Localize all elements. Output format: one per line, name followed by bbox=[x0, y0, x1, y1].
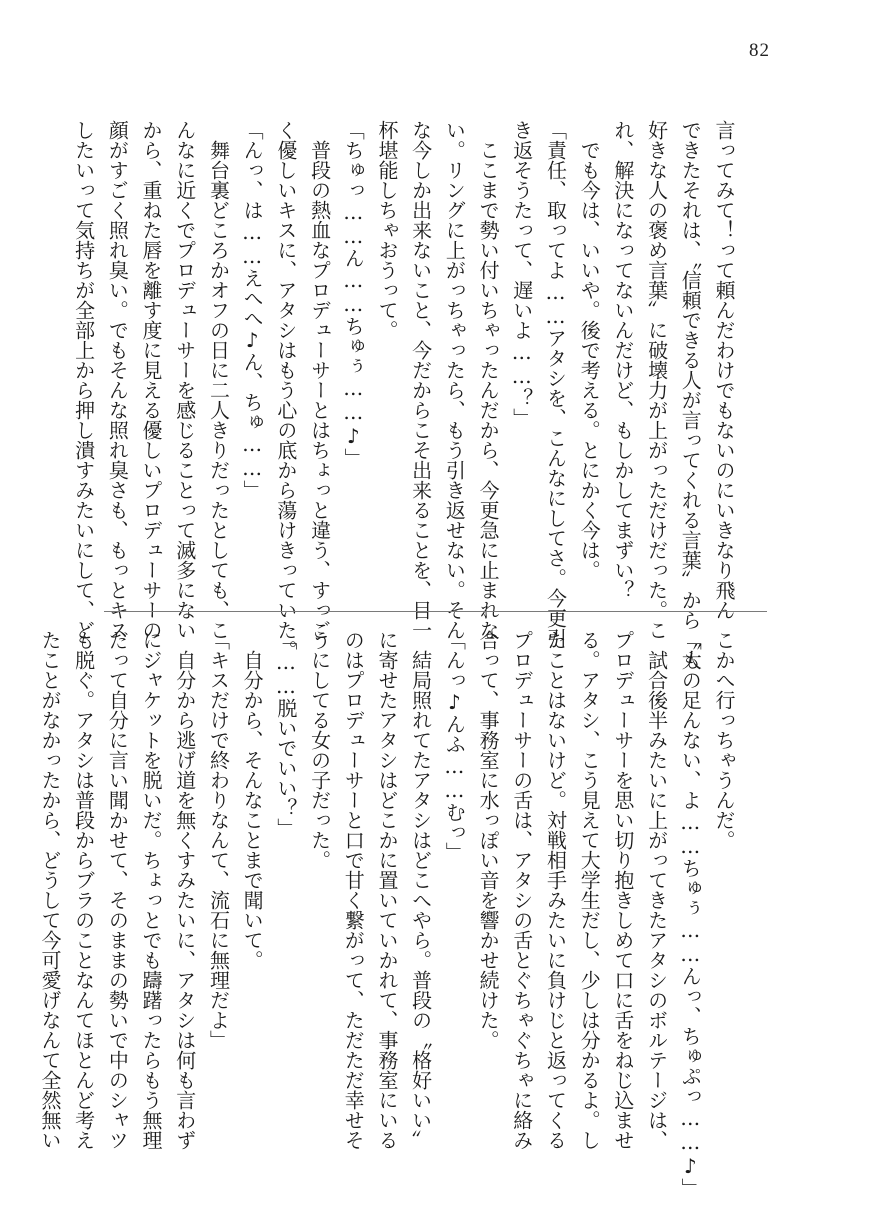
text-line: 「んっ、は……えへへ♪ん、ちゅ……」 bbox=[240, 120, 265, 500]
text-line: 好きな人の褒め言葉〟に破壊力が上がっただけだった。こ bbox=[644, 120, 669, 640]
text-line: だって自分に言い聞かせて、そのままの勢いで中のシャツ bbox=[105, 630, 130, 1150]
text-line: に寄せたアタシはどこかに置いていかれて、事務室にいる bbox=[374, 630, 399, 1150]
text-line: プロデューサーを思い切り抱きしめて口に舌をねじ込ませ bbox=[610, 630, 635, 1150]
text-line: れ、解決になってないんだけど、もしかしてまずい？ bbox=[610, 120, 635, 600]
text-line: く優しいキスに、アタシはもう心の底から蕩けきっていた。 bbox=[273, 120, 298, 660]
text-line: 合って、事務室に水っぽい音を響かせ続けた。 bbox=[476, 630, 501, 1050]
text-line: プロデューサーの舌は、アタシの舌とぐちゃぐちゃに絡み bbox=[509, 630, 534, 1150]
text-line: たことがなかったから、どうして今可愛げなんて全然無い bbox=[37, 630, 62, 1150]
text-line: したいって気持ちが全部上から押し潰すみたいにして、ど bbox=[71, 120, 96, 640]
text-line: 舞台裏どころかオフの日に二人きりだったとしても、こ bbox=[206, 120, 231, 640]
text-line: な今しか出来ないこと、今だからこそ出来ることを、目一 bbox=[408, 120, 433, 640]
text-line: 自分から、そんなことまで聞いて。 bbox=[240, 630, 265, 970]
text-line: 「……脱いでいい？」 bbox=[273, 630, 298, 838]
text-line: ここまで勢い付いちゃったんだから、今更急に止まれな bbox=[476, 120, 501, 640]
text-line: 結局照れてたアタシはどこへやら。普段の〝格好いい〟 bbox=[408, 630, 433, 1150]
text-line: 試合後半みたいに上がってきたアタシのボルテージは、 bbox=[644, 630, 669, 1150]
text-line: 顔がすごく照れ臭い。でもそんな照れ臭さも、もっとキス bbox=[105, 120, 130, 640]
text-line: のはプロデューサーと口で甘く繋がって、ただただ幸せそ bbox=[341, 630, 366, 1150]
text-block-top bbox=[71, 120, 740, 670]
text-line: 「キスだけで終わりなんて、流石に無理だよ」 bbox=[206, 630, 231, 1050]
text-line: 「責任、取ってよ……アタシを、こんなにしてさ。今更引 bbox=[543, 120, 568, 648]
text-line: 杯堪能しちゃおうって。 bbox=[374, 120, 399, 340]
text-line: も脱ぐ。アタシは普段からブラのことなんてほとんど考え bbox=[71, 630, 96, 1150]
text-line: たことはないけど。対戦相手みたいに負けじと返ってくる bbox=[543, 630, 568, 1150]
text-line: い。リングに上がっちゃったら、もう引き返せない。そん bbox=[442, 120, 467, 640]
text-line: こかへ行っちゃうんだ。 bbox=[712, 630, 736, 850]
text-line: できたそれは、〝信頼できる人が言ってくれる言葉〟から〝大 bbox=[678, 120, 703, 670]
text-line: うにしてる女の子だった。 bbox=[307, 630, 332, 870]
text-line: でも今は、いいや。後で考える。とにかく今は。 bbox=[577, 120, 602, 580]
text-line: 「もの足んない、よ……ちゅぅ……んっ、ちゅぷっ……♪」 bbox=[678, 630, 703, 1198]
text-line: る。アタシ、こう見えて大学生だし、少しは分かるよ。し bbox=[577, 630, 602, 1150]
text-block-bottom bbox=[37, 630, 740, 1198]
section-divider bbox=[104, 611, 767, 612]
text-line: 自分から逃げ道を無くすみたいに、アタシは何も言わず bbox=[172, 630, 197, 1150]
text-line: にジャケットを脱いだ。ちょっとでも躊躇ったらもう無理 bbox=[139, 630, 164, 1150]
text-line: から、重ねた唇を離す度に見える優しいプロデューサーの bbox=[139, 120, 164, 640]
page-number: 82 bbox=[749, 40, 770, 61]
text-line: んなに近くでプロデューサーを感じることって滅多にない bbox=[172, 120, 197, 640]
text-line: 「んっ♪んふ……むっ」 bbox=[442, 630, 467, 862]
text-line: 言ってみて！って頼んだわけでもないのにいきなり飛ん bbox=[712, 120, 736, 620]
text-line: き返そうたって、遅いよ……？」 bbox=[509, 120, 534, 428]
text-line: 「ちゅっ……ん……ちゅぅ……♪」 bbox=[341, 120, 366, 468]
text-line: 普段の熱血なプロデューサーとはちょっと違う、すっご bbox=[307, 120, 332, 640]
